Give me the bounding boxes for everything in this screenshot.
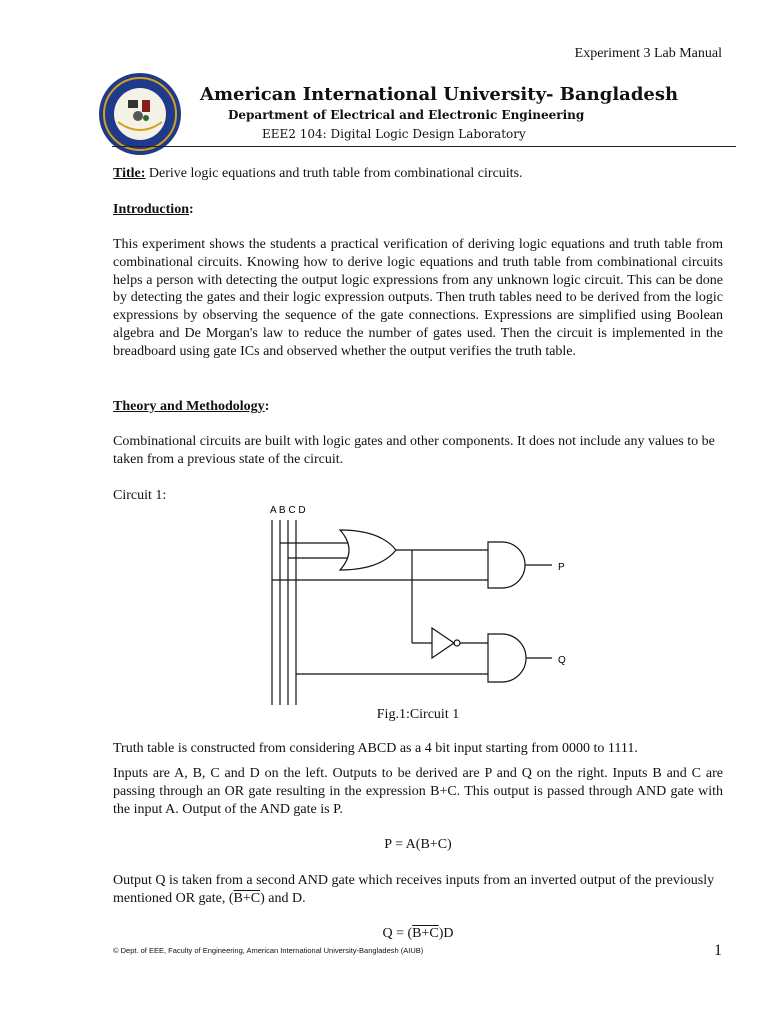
and-gate-q xyxy=(488,634,526,682)
theory-heading xyxy=(113,398,723,416)
introduction-heading-text: Introduction xyxy=(113,202,189,217)
university-name: American International University- Bangladesh xyxy=(200,84,679,105)
output-q-text-part1: Output Q is taken from a second AND gate which receives inputs from an inverted output of the previously mentioned OR gate, ( xyxy=(113,873,715,906)
output-q-text xyxy=(113,872,723,908)
theory-heading-text: Theory and Methodology xyxy=(113,399,265,414)
university-seal-logo xyxy=(98,72,182,156)
page-number: 1 xyxy=(714,942,722,959)
output-q-label: Q xyxy=(558,655,566,666)
title-line xyxy=(113,165,723,183)
introduction-body: This experiment shows the students a practical verification of deriving logic equations and truth table from combinational circuits. Knowing how to derive logic equations and truth table from combinational circuits helps a person with detecting the output logic expressions from any unknown logic circuit. This can be done by detecting the gates and their logic expression outputs. Then truth tables need to be derived from the logic expressions by observing the sequence of the gate connections. Expressions are simplified using Boolean algebra and De Morgan's law to reduce the number of gates used. Then the circuit is implemented in the breadboard using gate ICs and observed whether the output verifies the truth table. xyxy=(113,237,723,359)
circuit-label: Circuit 1: xyxy=(113,488,167,503)
output-p-label: P xyxy=(558,562,565,573)
equation-p: P = A(B+C) xyxy=(384,837,452,852)
not-gate xyxy=(432,628,454,658)
header-manual-label: Experiment 3 Lab Manual xyxy=(574,46,722,61)
title-text: Derive logic equations and truth table from combinational circuits. xyxy=(148,166,523,181)
equation-q-prefix: Q = ( xyxy=(382,926,413,941)
circuit-inputs-label: A B C D xyxy=(270,505,306,516)
and-gate-p xyxy=(488,542,525,588)
truth-table-text: Truth table is constructed from considering ABCD as a 4 bit input starting from 0000 to 1111. xyxy=(113,741,638,756)
equation-q-suffix: )D xyxy=(438,926,454,941)
equation-q-overlined: B+C xyxy=(412,926,439,941)
output-q-text-overlined: B+C xyxy=(233,890,261,906)
or-gate xyxy=(340,530,396,570)
introduction-heading xyxy=(113,201,723,219)
output-q-text-part2: ) and D. xyxy=(260,890,306,906)
department-name: Department of Electrical and Electronic Engineering xyxy=(228,108,585,122)
theory-heading-colon: : xyxy=(264,399,270,414)
theory-body: Combinational circuits are built with logic gates and other components. It does not include any values to be taken from a previous state of the circuit. xyxy=(113,434,715,467)
title-label: Title: xyxy=(113,166,146,181)
equation-q xyxy=(113,926,723,942)
inputs-text: Inputs are A, B, C and D on the left. Outputs to be derived are P and Q on the right. Inputs B and C are passing through an OR gate resulting in the expression B+C. This output is passed through AND gate with the input A. Output of the AND gate is P. xyxy=(113,766,723,817)
introduction-heading-colon: : xyxy=(188,202,194,217)
course-name: EEE2 104: Digital Logic Design Laboratory xyxy=(262,127,526,141)
figure-caption: Fig.1:Circuit 1 xyxy=(376,707,460,722)
header-divider xyxy=(112,146,736,147)
circuit-diagram xyxy=(262,500,592,710)
footer-copyright: © Dept. of EEE, Faculty of Engineering, American International University-Bangladesh (AIUB) xyxy=(113,946,424,955)
